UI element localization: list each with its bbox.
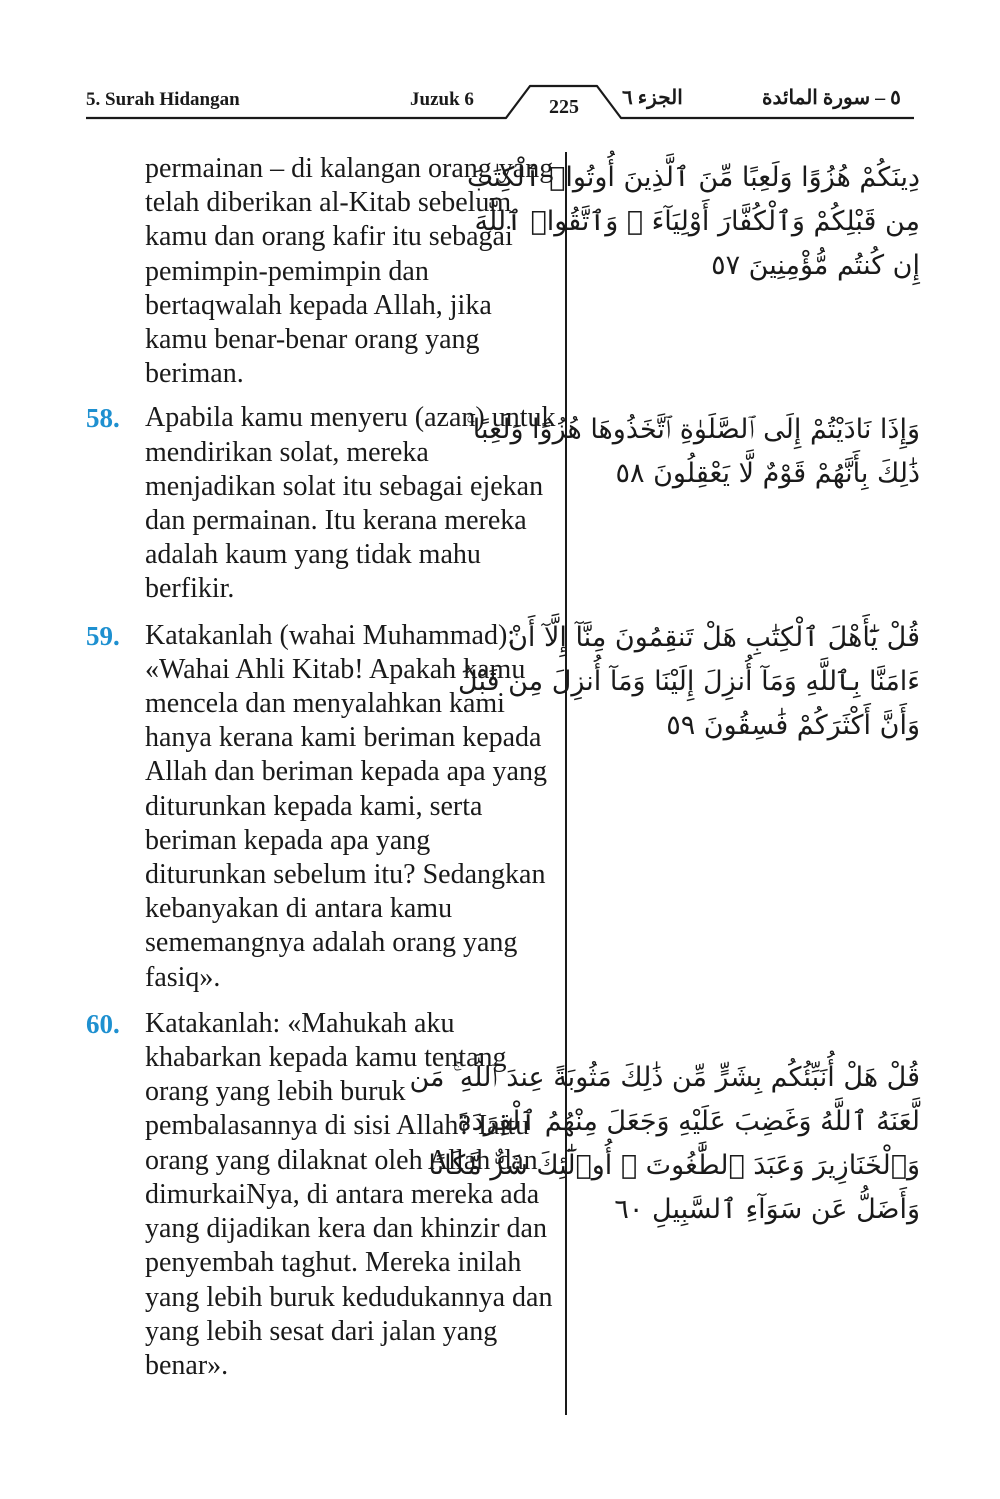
verse-number: 59. xyxy=(86,620,120,651)
arabic-verse-58 xyxy=(466,408,920,496)
header-surah-arabic: ٥ – سورة المائدة xyxy=(762,87,901,109)
verse-text: Apabila kamu menyeru (azan) untuk mendirikan solat, mereka menjadikan solat itu sebagai ejekan dan permainan. Itu kerana mereka adalah kaum yang tidak mahu berfikir. xyxy=(145,402,556,605)
page-number: 225 xyxy=(549,96,579,118)
arabic-line: وَٱلْخَنَازِيرَ وَعَبَدَ ٱلطَّٰغُوتَ ۚ أُو۟لَٰٓئِكَ شَرٌّ مَّكَانًا xyxy=(428,1150,920,1181)
translation-column xyxy=(86,152,558,1395)
verse-text: permainan – di kalangan orang yang telah diberikan al-Kitab sebelum kamu dan orang kafir itu sebagai pemimpin-pemimpin dan bertaqwalah kepada Allah, jika kamu benar-benar orang yang beriman. xyxy=(145,153,554,390)
header-rule-with-page-tab xyxy=(0,0,1000,130)
arabic-verse-60 xyxy=(409,1056,920,1232)
verse-text: Katakanlah (wahai Muhammad): «Wahai Ahli Kitab! Apakah kamu mencela dan menyalahkan kami hanya kerana kami beriman kepada Allah dan beriman kepada apa yang diturunkan kepada kami, serta beriman kepada apa yang diturunkan sebelum itu? Sedangkan kebanyakan di antara kamu sememangnya adalah orang yang fasiq». xyxy=(145,619,547,993)
verse-text: Katakanlah: «Mahukah aku khabarkan kepada kamu tentang orang yang lebih buruk pembalasannya di sisi Allah? Iaitu orang yang dilaknat oleh Allah dan dimurkaiNya, di antara mereka ada yang dijadikan kera dan khinzir dan penyembah taghut. Mereka inilah yang lebih buruk kedudukannya dan yang lebih sesat dari jalan yang benar». xyxy=(145,1007,553,1381)
header-juz-arabic: الجزء ٦ xyxy=(622,87,683,109)
header-juz-label: Juzuk 6 xyxy=(410,89,474,110)
header-surah-name: 5. Surah Hidangan xyxy=(86,89,240,110)
arabic-line: قُلْ هَلْ أُنَبِّئُكُم بِشَرٍّ مِّن ذَٰلِكَ مَثُوبَةً عِندَ ٱللَّهِ ۚ مَن xyxy=(409,1062,920,1093)
page-header xyxy=(0,0,1000,130)
arabic-line: وَأَضَلُّ عَن سَوَآءِ ٱلسَّبِيلِ ٦٠ xyxy=(614,1194,920,1225)
arabic-line: وَأَنَّ أَكْثَرَكُمْ فَٰسِقُونَ ٥٩ xyxy=(666,710,920,741)
arabic-line: قُلْ يَٰٓأَهْلَ ٱلْكِتَٰبِ هَلْ تَنقِمُونَ مِنَّآ إِلَّآ أَنْ xyxy=(508,622,920,653)
arabic-line: مِن قَبْلِكُمْ وَٱلْكُفَّارَ أَوْلِيَآءَ ۚ وَٱتَّقُوا۟ ٱللَّهَ xyxy=(474,206,920,237)
verse-number: 58. xyxy=(86,403,120,434)
arabic-line: لَّعَنَهُ ٱللَّهُ وَغَضِبَ عَلَيْهِ وَجَعَلَ مِنْهُمُ ٱلْقِرَدَةَ xyxy=(457,1106,920,1137)
arabic-line: ذَٰلِكَ بِأَنَّهُمْ قَوْمٌ لَّا يَعْقِلُونَ ٥٨ xyxy=(615,458,920,489)
verse-number: 60. xyxy=(86,1008,120,1039)
arabic-line: دِينَكُمْ هُزُوًا وَلَعِبًا مِّنَ ٱلَّذِينَ أُوتُوا۟ ٱلْكِتَٰبَ xyxy=(466,162,920,193)
column-divider xyxy=(565,152,567,1415)
arabic-verse-59 xyxy=(458,616,920,748)
arabic-line: ءَامَنَّا بِٱللَّهِ وَمَآ أُنزِلَ إِلَيْنَا وَمَآ أُنزِلَ مِن قَبْلُ xyxy=(458,666,920,697)
arabic-line: إِن كُنتُم مُّؤْمِنِينَ ٥٧ xyxy=(711,250,920,281)
arabic-verse-57 xyxy=(466,156,920,288)
arabic-line: وَإِذَا نَادَيْتُمْ إِلَى ٱلصَّلَوٰةِ ٱتَّخَذُوهَا هُزُوًا وَلَعِبًا ۚ xyxy=(466,414,920,445)
